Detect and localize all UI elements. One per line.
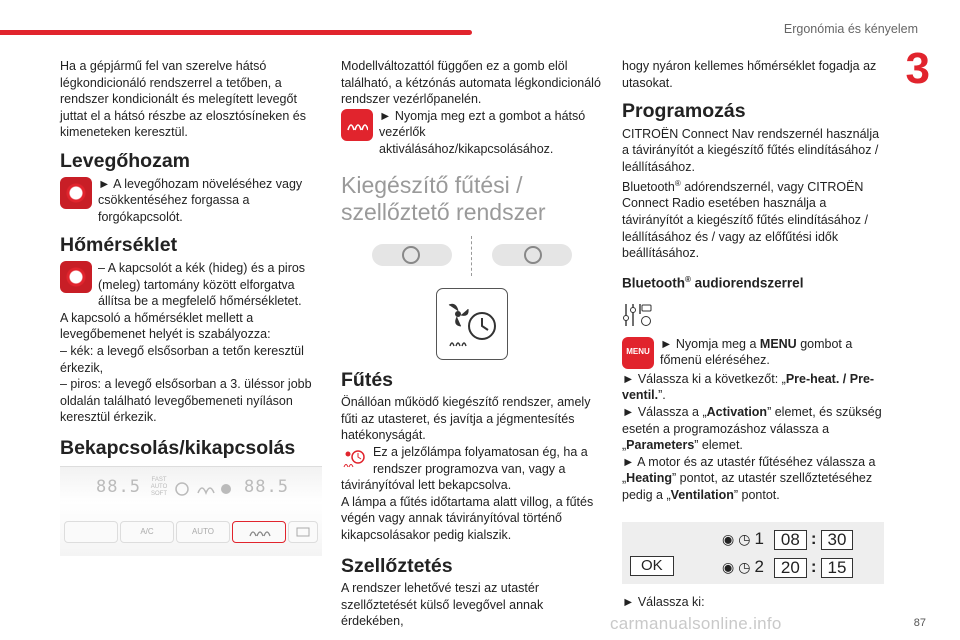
air-flow-block (60, 176, 322, 226)
timer-2-number: 2 (754, 557, 764, 577)
clock-icon: ◷ (738, 531, 751, 548)
panel-button-auto: AUTO (176, 521, 230, 543)
heating-text-2: Ez a jelzőlámpa folyamatosan ég, ha a rendszer programozva van, vagy a távirányítóval lett bekapcsolva. (341, 444, 588, 493)
section-title: Ergonómia és kényelem (783, 22, 918, 36)
ventilation-text: A rendszer lehetővé teszi az utastér szellőztetését külső levegővel annak érdekében, (341, 581, 544, 629)
heating-text-3: A lámpa a fűtés időtartama alatt villog, a fűtés végén vagy annak távirányítóval történő kikapcsolásakor pedig kialszik. (341, 494, 594, 542)
fan-clock-icon (444, 298, 500, 350)
temperature-knob-icon (60, 261, 92, 293)
clock-icon-2: ◷ (738, 559, 751, 576)
timer-1-hours: 08 (774, 530, 807, 550)
panel-button-defrost (288, 521, 318, 543)
step-3: ► Válassza a „Activation” elemet, és szükség esetén a programozáshoz válassza a „Parameters” elemet. (622, 404, 882, 453)
air-flow-knob-icon (60, 177, 92, 209)
programming-text-2: Bluetooth® adórendszernél, vagy CITROËN Connect Radio esetében használja a távirányítót a kiegészítő fűtés elindításához / leállításához és / vagy az előfűtési idők beállításához. (622, 178, 868, 261)
column-3 (622, 58, 884, 610)
air-flow-text: ► A levegőhozam növeléséhez vagy csökkentéséhez forgassa a forgókapcsolót. (98, 176, 303, 224)
temperature-text-2: A kapcsoló a hőmérséklet mellett a levegőbemenet helyét is szabályozza: (60, 310, 271, 342)
seats-illustration (362, 236, 582, 276)
column-2 (341, 58, 603, 630)
step-2: ► Válassza ki a következőt: „Pre-heat. / Pre-ventil.”. (622, 371, 875, 403)
column-1 (60, 58, 322, 556)
heating-indicator-icon (341, 445, 367, 471)
ok-button: OK (630, 556, 674, 576)
timer-row-2 (722, 558, 853, 578)
defrost-icon (296, 526, 310, 538)
settings-icon-row (622, 302, 884, 332)
temperature-heading: Hőmérséklet (60, 234, 178, 257)
ventilation-text-continued: hogy nyáron kellemes hőmérséklet fogadja az utasokat. (622, 59, 877, 90)
watermark: carmanualsonline.info (610, 614, 782, 633)
heating-indicator-block (341, 444, 603, 494)
temperature-text-1: – A kapcsolót a kék (hideg) és a piros (meleg) tartomány között elforgatva állítsa be a megfelelő hőmérsékletet. (98, 260, 306, 309)
panel-mode-icons (174, 481, 234, 497)
heating-heading: Fűtés (341, 368, 394, 391)
final-step: ► Válassza ki: (622, 594, 705, 609)
panel-button-left (64, 521, 118, 543)
panel-lcd-left: 88.5 (96, 477, 141, 498)
chapter-number: 3 (905, 44, 930, 93)
ventilation-heading: Szellőztetés (341, 554, 453, 577)
menu-step-block (622, 336, 884, 369)
timer-row-1 (722, 530, 853, 550)
timer-1-colon: : (810, 529, 817, 549)
panel-lcd-right: 88.5 (244, 477, 289, 498)
panel-button-rear (232, 521, 286, 543)
timer-1-minutes: 30 (821, 530, 854, 550)
temperature-item-red: – piros: a levegő elsősorban a 3. üléssor jobb oldalán található levegőbemeneti nyíláson keresztül érkezik. (60, 377, 312, 425)
programming-heading: Programozás (622, 100, 746, 123)
timer-2-minutes: 15 (821, 558, 854, 578)
steering-wheel-icon (398, 245, 424, 265)
page-number: 87 (913, 617, 926, 629)
rear-button-block (341, 108, 603, 158)
panel-button-ac: A/C (120, 521, 174, 543)
timer-2-colon: : (810, 557, 817, 577)
rear-climate-button-icon (341, 109, 373, 141)
rear-button-text: ► Nyomja meg ezt a gombot a hátsó vezérlők aktiválásához/kikapcsolásához. (379, 108, 586, 156)
onoff-heading: Bekapcsolás/kikapcsolás (60, 436, 296, 459)
timer-schedule-illustration (622, 522, 884, 584)
timer-1-number: 1 (754, 529, 764, 549)
button-location-text: Modellváltozattól függően ez a gomb elöl található, a kétzónás automata légkondicionáló rendszer vezérlőpanelén. (341, 59, 601, 107)
control-panel-illustration (60, 466, 322, 556)
auxiliary-heating-title: Kiegészítő fűtési / szellőztető rendszer (341, 171, 546, 225)
step-1: ► Nyomja meg a MENU gombot a főmenü eléréséhez. (660, 336, 853, 368)
programming-text-1: CITROËN Connect Nav rendszernél használja a távirányítót a kiegészítő fűtés elindításához / leállításához. (622, 126, 880, 174)
radio-selected-icon-2: ◉ (722, 559, 735, 576)
temperature-block (60, 260, 322, 426)
panel-fast-auto-soft: FAST AUTO SOFT (150, 477, 168, 498)
heating-timer-illustration (436, 288, 508, 360)
bluetooth-heading: Bluetooth® audiorendszerrel (622, 274, 804, 291)
seat-divider (471, 236, 472, 276)
step-4: ► A motor és az utastér fűtéséhez válassza a „Heating” pontot, az utastér szellőztetéséhez pedig a „Ventilation” pontot. (622, 454, 876, 502)
intro-paragraph: Ha a gépjármű fel van szerelve hátsó légkondicionáló rendszerrel a tetőben, a rendszer kondicionált és melegített levegőt juttat el a hátsó részbe az elosztósíneken és kimeneteken keresztül. (60, 59, 306, 140)
air-flow-heading: Levegőhozam (60, 149, 191, 172)
heating-text-1: Önállóan működő kiegészítő rendszer, amely fűti az utasteret, és javítja a jégmentesítés hatékonyságát. (341, 395, 591, 443)
steering-wheel-icon-2 (520, 245, 546, 265)
rear-climate-icon (247, 526, 271, 538)
radio-selected-icon: ◉ (722, 531, 735, 548)
top-accent-bar (0, 30, 472, 35)
menu-button-icon: MENU (622, 337, 654, 369)
temperature-item-blue: – kék: a levegő elsősorban a tetőn keresztül érkezik, (60, 343, 304, 375)
settings-sliders-icon (622, 302, 652, 328)
timer-2-hours: 20 (774, 558, 807, 578)
